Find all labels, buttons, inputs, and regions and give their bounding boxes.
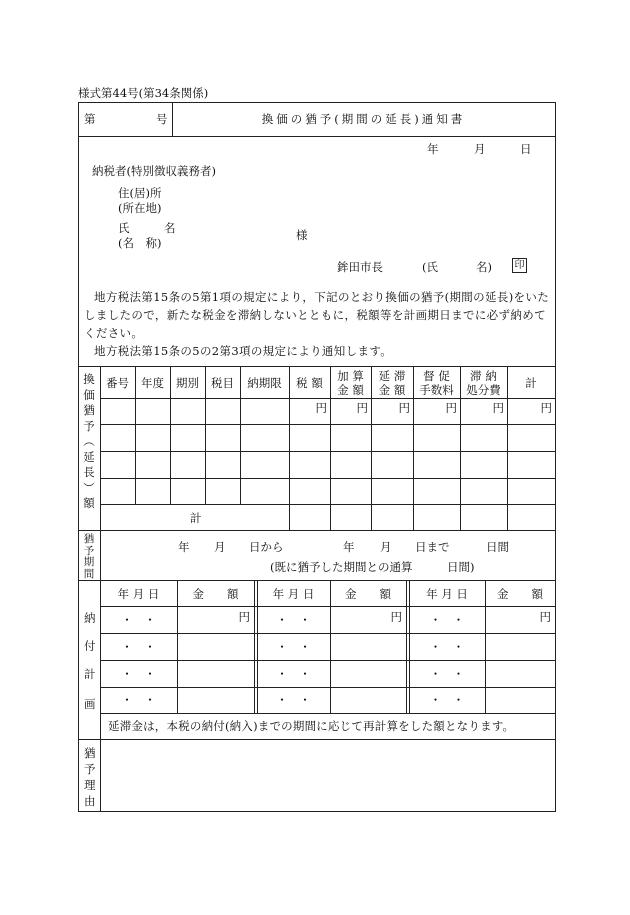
plan-date-dots: ・ ・ — [121, 640, 156, 654]
plan-date-dots: ・ ・ — [429, 693, 465, 707]
period-from-year: 年 — [178, 540, 190, 554]
amount-side-label: 換 価 猶 予 ︵ 延 長 ︶ 額 — [83, 372, 95, 510]
plan-side-label-1: 納 — [84, 611, 96, 625]
col-header-tax-amount: 税 額 — [296, 376, 323, 390]
col-header-number: 番号 — [106, 376, 129, 390]
issuer-name-close: 名) — [476, 260, 492, 274]
reason-side-label-1: 猶 — [84, 746, 96, 760]
form-code: 様式第44号(第34条関係) — [78, 86, 209, 100]
plan-date-dots: ・ ・ — [121, 693, 156, 707]
address-label: 住(居)所 — [118, 186, 162, 200]
period-from-month: 月 — [214, 540, 226, 554]
plan-amount-header-1: 金 額 — [192, 587, 239, 601]
date-year: 年 — [427, 142, 439, 156]
issuer-title: 鉾田市長 — [337, 260, 383, 274]
col-header-surcharge: 加 算 金 額 — [337, 369, 364, 397]
yen-surcharge: 円 — [356, 401, 368, 415]
late-fee-note: 延滞金は，本税の納付(納入)までの期間に応じて再計算をした額となります。 — [108, 719, 515, 733]
taxpayer-label: 納税者(特別徴収義務者) — [92, 164, 216, 178]
date-day: 日 — [520, 142, 532, 156]
col-header-late-fee: 延 滞 金 額 — [378, 369, 406, 397]
address-label-sub: (所在地) — [118, 201, 162, 215]
plan-date-dots: ・ ・ — [121, 667, 156, 681]
plan-date-dots: ・ ・ — [276, 667, 311, 681]
number-label: 第 — [84, 112, 96, 126]
seal-mark: 印 — [512, 258, 527, 273]
body-paragraph-2: 地方税法第15条の5の2第3項の規定により通知します。 — [94, 344, 393, 358]
col-header-dunning-fee: 督 促 手数料 — [419, 369, 454, 397]
name-label-sub: (名 称) — [118, 236, 162, 250]
plan-side-label-3: 計 — [84, 667, 96, 681]
plan-side-label-4: 画 — [84, 697, 96, 711]
period-from-suffix: 日から — [249, 540, 284, 554]
yen-total: 円 — [540, 401, 552, 415]
plan-date-dots: ・ ・ — [276, 640, 311, 654]
col-header-due-date: 納期限 — [247, 376, 282, 390]
period-days: 日間 — [486, 540, 509, 554]
plan-date-dots: ・ ・ — [121, 613, 156, 627]
col-header-total: 計 — [525, 376, 537, 390]
plan-date-dots: ・ ・ — [429, 667, 465, 681]
period-to-suffix: 日まで — [415, 540, 450, 554]
issuer-name-open: (氏 — [422, 260, 438, 274]
date-month: 月 — [474, 142, 486, 156]
name-label: 氏 名 — [118, 221, 176, 235]
honorific: 様 — [296, 228, 308, 242]
period-side-label: 猶 予 期 間 — [83, 533, 95, 580]
number-suffix: 号 — [156, 112, 168, 126]
plan-side-label-2: 付 — [84, 639, 96, 653]
yen-tax-amount: 円 — [315, 401, 327, 415]
reason-side-label-2: 予 — [84, 762, 96, 776]
col-header-tax-item: 税目 — [211, 376, 234, 390]
plan-date-dots: ・ ・ — [429, 640, 465, 654]
period-to-month: 月 — [380, 540, 392, 554]
plan-date-dots: ・ ・ — [276, 693, 311, 707]
body-paragraph-1: 地方税法第15条の5第1項の規定により，下記のとおり換価の猶予(期間の延長)をいた しましたので，新たな税金を滞納しないとともに，税額等を計画期日までに必ず納めて ください。 — [84, 290, 550, 340]
plan-date-header-2: 年 月 日 — [272, 587, 315, 601]
plan-yen-1: 円 — [238, 610, 250, 624]
plan-date-header-3: 年 月 日 — [426, 587, 468, 601]
plan-yen-3: 円 — [539, 610, 551, 624]
amount-total-label: 計 — [190, 511, 202, 525]
plan-date-dots: ・ ・ — [276, 613, 311, 627]
reason-side-label-3: 理 — [84, 778, 96, 792]
plan-amount-header-3: 金 額 — [497, 587, 543, 601]
plan-date-dots: ・ ・ — [429, 613, 465, 627]
plan-yen-2: 円 — [390, 610, 402, 624]
period-cumulative-note: (既に猶予した期間との通算 日間) — [270, 560, 475, 574]
col-header-period: 期別 — [176, 376, 199, 390]
period-to-year: 年 — [343, 540, 355, 554]
plan-amount-header-2: 金 額 — [345, 587, 391, 601]
yen-disposition-cost: 円 — [492, 401, 504, 415]
document-title: 換価の猶予(期間の延長)通知書 — [261, 112, 466, 126]
col-header-disposition-cost: 滞 納 処分費 — [466, 369, 501, 397]
yen-late-fee: 円 — [398, 401, 410, 415]
yen-dunning-fee: 円 — [445, 401, 457, 415]
col-header-year: 年度 — [141, 376, 164, 390]
reason-side-label-4: 由 — [84, 794, 96, 808]
plan-date-header-1: 年 月 日 — [117, 587, 160, 601]
